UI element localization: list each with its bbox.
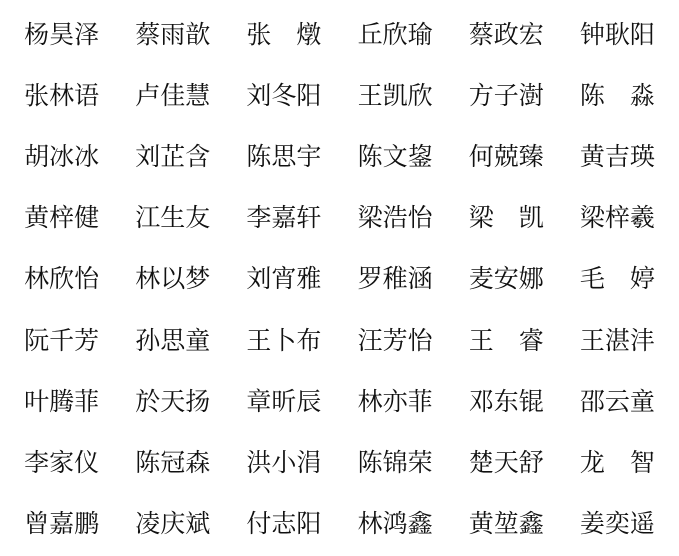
name-text: 林亦菲 [357, 386, 433, 416]
name-text: 毛 婷 [579, 264, 655, 294]
name-cell [6, 493, 117, 554]
name-cell [339, 187, 450, 248]
name-cell [228, 187, 339, 248]
name-text: 王凯欣 [357, 81, 433, 111]
name-text: 付志阳 [246, 508, 322, 538]
name-cell [562, 65, 673, 126]
name-cell [6, 126, 117, 187]
name-cell [228, 248, 339, 309]
name-text: 姜奕遥 [579, 508, 655, 538]
name-text: 邓东锟 [468, 386, 544, 416]
name-text: 张林语 [24, 81, 100, 111]
name-text: 孙思童 [135, 325, 211, 355]
name-cell [562, 4, 673, 65]
name-cell [562, 310, 673, 371]
name-text: 楚天舒 [468, 447, 544, 477]
name-cell [562, 432, 673, 493]
name-cell [117, 187, 228, 248]
name-text: 林鸿鑫 [357, 508, 433, 538]
name-text: 麦安娜 [468, 264, 544, 294]
name-cell [6, 432, 117, 493]
name-text: 阮千芳 [24, 325, 100, 355]
name-cell [562, 187, 673, 248]
name-text: 胡冰冰 [24, 142, 100, 172]
name-cell [117, 310, 228, 371]
name-text: 陈思宇 [246, 142, 322, 172]
name-cell [339, 310, 450, 371]
name-text: 李家仪 [24, 447, 100, 477]
name-cell [228, 432, 339, 493]
name-cell [117, 248, 228, 309]
name-cell [339, 126, 450, 187]
name-text: 梁梓羲 [579, 203, 655, 233]
name-text: 梁 凯 [468, 203, 544, 233]
name-cell [339, 493, 450, 554]
name-cell [562, 371, 673, 432]
name-text: 卢佳慧 [135, 81, 211, 111]
name-cell [562, 493, 673, 554]
name-cell [228, 493, 339, 554]
name-text: 刘芷含 [135, 142, 211, 172]
name-cell [117, 371, 228, 432]
name-cell [6, 65, 117, 126]
name-cell [451, 248, 562, 309]
name-cell [451, 310, 562, 371]
name-text: 於天扬 [135, 386, 211, 416]
name-text: 邵云童 [579, 386, 655, 416]
name-text: 汪芳怡 [357, 325, 433, 355]
name-text: 黄梓健 [24, 203, 100, 233]
name-cell [339, 371, 450, 432]
name-text: 龙 智 [579, 447, 655, 477]
name-cell [228, 126, 339, 187]
name-text: 曾嘉鹏 [24, 508, 100, 538]
name-text: 林欣怡 [24, 264, 100, 294]
name-cell [451, 432, 562, 493]
name-cell [339, 248, 450, 309]
name-text: 蔡雨歆 [135, 20, 211, 50]
name-text: 陈文鋆 [357, 142, 433, 172]
name-cell [451, 4, 562, 65]
name-cell [562, 248, 673, 309]
name-text: 罗稚涵 [357, 264, 433, 294]
name-text: 陈 淼 [579, 81, 655, 111]
name-text: 张 燉 [246, 20, 322, 50]
name-cell [117, 4, 228, 65]
name-cell [228, 65, 339, 126]
name-text: 钟耿阳 [579, 20, 655, 50]
name-text: 陈锦荣 [357, 447, 433, 477]
name-text: 王 睿 [468, 325, 544, 355]
name-text: 王卜布 [246, 325, 322, 355]
name-text: 陈冠森 [135, 447, 211, 477]
name-cell [228, 371, 339, 432]
name-text: 何兢臻 [468, 142, 544, 172]
name-text: 李嘉轩 [246, 203, 322, 233]
name-cell [339, 432, 450, 493]
name-text: 叶腾菲 [24, 386, 100, 416]
name-cell [117, 432, 228, 493]
name-text: 江生友 [135, 203, 211, 233]
name-text: 丘欣瑜 [357, 20, 433, 50]
name-cell [451, 493, 562, 554]
name-cell [451, 65, 562, 126]
name-cell [6, 4, 117, 65]
name-cell [228, 310, 339, 371]
name-cell [451, 371, 562, 432]
name-cell [6, 371, 117, 432]
name-cell [6, 248, 117, 309]
name-cell [451, 187, 562, 248]
name-cell [117, 126, 228, 187]
name-text: 杨昊泽 [24, 20, 100, 50]
name-text: 王湛沣 [579, 325, 655, 355]
name-text: 方子澍 [468, 81, 544, 111]
name-text: 林以梦 [135, 264, 211, 294]
name-text: 章昕辰 [246, 386, 322, 416]
name-cell [6, 310, 117, 371]
name-text: 洪小涓 [246, 447, 322, 477]
name-cell [451, 126, 562, 187]
name-text: 刘冬阳 [246, 81, 322, 111]
name-text: 梁浩怡 [357, 203, 433, 233]
name-text: 蔡政宏 [468, 20, 544, 50]
name-cell [228, 4, 339, 65]
name-cell [562, 126, 673, 187]
name-cell [6, 187, 117, 248]
name-cell [117, 493, 228, 554]
name-cell [339, 65, 450, 126]
name-cell [339, 4, 450, 65]
name-text: 黄堃鑫 [468, 508, 544, 538]
name-text: 凌庆斌 [135, 508, 211, 538]
name-text: 刘宵雅 [246, 264, 322, 294]
name-cell [117, 65, 228, 126]
name-text: 黄吉瑛 [579, 142, 655, 172]
